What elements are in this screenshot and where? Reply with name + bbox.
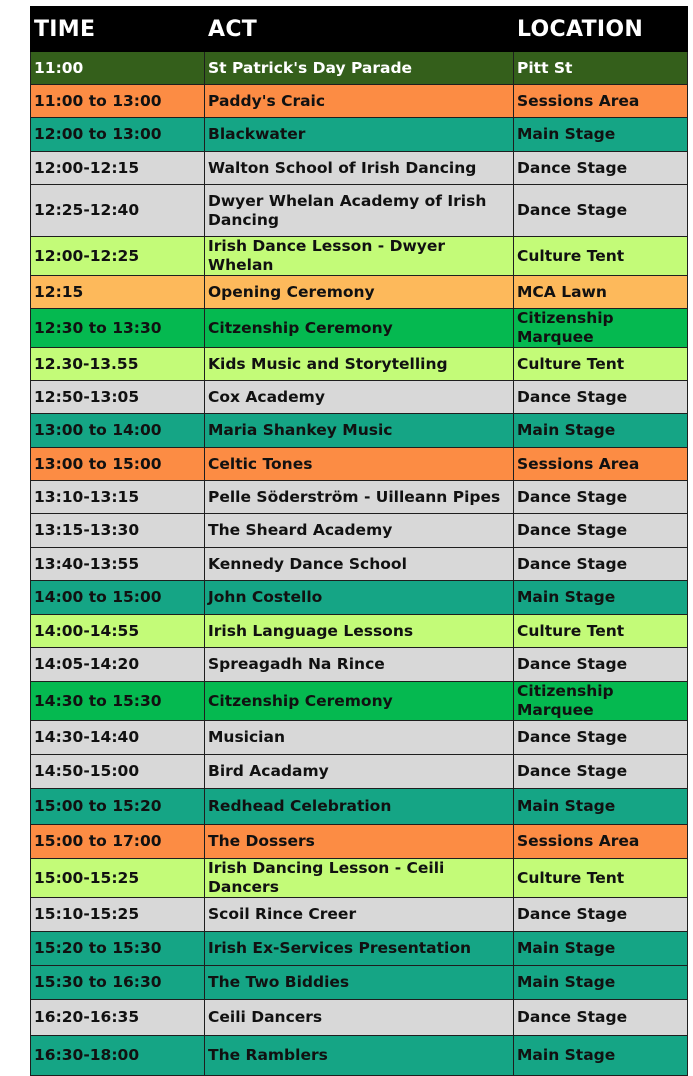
schedule-time-cell: 15:00-15:25 bbox=[31, 859, 205, 898]
schedule-row bbox=[31, 1000, 688, 1036]
schedule-location-cell: Main Stage bbox=[514, 118, 688, 152]
schedule-row bbox=[31, 381, 688, 414]
schedule-row bbox=[31, 185, 688, 237]
schedule-body bbox=[31, 52, 688, 1076]
schedule-time-cell: 14:30-14:40 bbox=[31, 721, 205, 755]
schedule-act-cell: Kennedy Dance School bbox=[205, 548, 514, 581]
schedule-act-cell: The Ramblers bbox=[205, 1036, 514, 1076]
schedule-act-cell: Musician bbox=[205, 721, 514, 755]
schedule-location-cell: Citizenship Marquee bbox=[514, 309, 688, 348]
schedule-location-cell: Sessions Area bbox=[514, 85, 688, 118]
schedule-time-cell: 12:00-12:15 bbox=[31, 152, 205, 185]
schedule-act-cell: Paddy's Craic bbox=[205, 85, 514, 118]
schedule-act-cell: Kids Music and Storytelling bbox=[205, 348, 514, 381]
schedule-location-cell: Dance Stage bbox=[514, 648, 688, 682]
schedule-time-cell: 13:10-13:15 bbox=[31, 481, 205, 514]
schedule-time-cell: 12:25-12:40 bbox=[31, 185, 205, 237]
schedule-location-cell: Dance Stage bbox=[514, 1000, 688, 1036]
schedule-time-cell: 13:40-13:55 bbox=[31, 548, 205, 581]
schedule-location-cell: Culture Tent bbox=[514, 615, 688, 648]
schedule-row bbox=[31, 514, 688, 548]
schedule-row bbox=[31, 414, 688, 448]
schedule-act-cell: Scoil Rince Creer bbox=[205, 898, 514, 932]
schedule-location-cell: Main Stage bbox=[514, 966, 688, 1000]
schedule-time-cell: 14:50-15:00 bbox=[31, 755, 205, 789]
schedule-time-cell: 15:10-15:25 bbox=[31, 898, 205, 932]
schedule-act-cell: Citzenship Ceremony bbox=[205, 309, 514, 348]
schedule-row bbox=[31, 118, 688, 152]
schedule-row bbox=[31, 348, 688, 381]
column-header-location: LOCATION bbox=[514, 7, 688, 52]
schedule-act-cell: Pelle Söderström - Uilleann Pipes bbox=[205, 481, 514, 514]
schedule-row bbox=[31, 682, 688, 721]
schedule-time-cell: 15:30 to 16:30 bbox=[31, 966, 205, 1000]
schedule-act-cell: Irish Ex-Services Presentation bbox=[205, 932, 514, 966]
schedule-row bbox=[31, 932, 688, 966]
schedule-time-cell: 14:05-14:20 bbox=[31, 648, 205, 682]
schedule-row bbox=[31, 1036, 688, 1076]
schedule-act-cell: Cox Academy bbox=[205, 381, 514, 414]
schedule-header bbox=[31, 7, 688, 52]
schedule-time-cell: 15:00 to 15:20 bbox=[31, 789, 205, 825]
schedule-row bbox=[31, 309, 688, 348]
schedule-location-cell: Main Stage bbox=[514, 581, 688, 615]
schedule-act-cell: Bird Acadamy bbox=[205, 755, 514, 789]
schedule-act-cell: Spreagadh Na Rince bbox=[205, 648, 514, 682]
schedule-location-cell: Dance Stage bbox=[514, 514, 688, 548]
schedule-location-cell: Dance Stage bbox=[514, 755, 688, 789]
schedule-time-cell: 12:00-12:25 bbox=[31, 237, 205, 276]
schedule-time-cell: 15:00 to 17:00 bbox=[31, 825, 205, 859]
schedule-act-cell: Citzenship Ceremony bbox=[205, 682, 514, 721]
schedule-act-cell: Irish Dance Lesson - Dwyer Whelan bbox=[205, 237, 514, 276]
schedule-location-cell: Sessions Area bbox=[514, 825, 688, 859]
schedule-time-cell: 12:30 to 13:30 bbox=[31, 309, 205, 348]
schedule-location-cell: Dance Stage bbox=[514, 381, 688, 414]
schedule-row bbox=[31, 789, 688, 825]
schedule-row bbox=[31, 448, 688, 481]
schedule-location-cell: Culture Tent bbox=[514, 348, 688, 381]
schedule-act-cell: Walton School of Irish Dancing bbox=[205, 152, 514, 185]
schedule-act-cell: The Dossers bbox=[205, 825, 514, 859]
schedule-location-cell: Culture Tent bbox=[514, 237, 688, 276]
schedule-row bbox=[31, 825, 688, 859]
schedule-table bbox=[30, 6, 688, 1076]
schedule-row bbox=[31, 481, 688, 514]
schedule-time-cell: 14:00 to 15:00 bbox=[31, 581, 205, 615]
schedule-location-cell: Dance Stage bbox=[514, 548, 688, 581]
schedule-act-cell: Celtic Tones bbox=[205, 448, 514, 481]
schedule-act-cell: Ceili Dancers bbox=[205, 1000, 514, 1036]
column-header-act: ACT bbox=[205, 7, 514, 52]
schedule-act-cell: St Patrick's Day Parade bbox=[205, 52, 514, 85]
schedule-location-cell: Main Stage bbox=[514, 932, 688, 966]
schedule-time-cell: 16:30-18:00 bbox=[31, 1036, 205, 1076]
schedule-time-cell: 12:50-13:05 bbox=[31, 381, 205, 414]
schedule-act-cell: Blackwater bbox=[205, 118, 514, 152]
schedule-row bbox=[31, 755, 688, 789]
schedule-location-cell: Dance Stage bbox=[514, 152, 688, 185]
schedule-act-cell: The Sheard Academy bbox=[205, 514, 514, 548]
schedule-location-cell: Culture Tent bbox=[514, 859, 688, 898]
schedule-row bbox=[31, 966, 688, 1000]
schedule-time-cell: 12:00 to 13:00 bbox=[31, 118, 205, 152]
schedule-time-cell: 13:00 to 14:00 bbox=[31, 414, 205, 448]
schedule-time-cell: 14:00-14:55 bbox=[31, 615, 205, 648]
schedule-act-cell: Dwyer Whelan Academy of Irish Dancing bbox=[205, 185, 514, 237]
schedule-time-cell: 12:15 bbox=[31, 276, 205, 309]
schedule-location-cell: Dance Stage bbox=[514, 185, 688, 237]
schedule-act-cell: Irish Language Lessons bbox=[205, 615, 514, 648]
schedule-location-cell: Main Stage bbox=[514, 789, 688, 825]
schedule-row bbox=[31, 237, 688, 276]
schedule-row bbox=[31, 721, 688, 755]
schedule-location-cell: Dance Stage bbox=[514, 481, 688, 514]
schedule-row bbox=[31, 648, 688, 682]
schedule-row bbox=[31, 581, 688, 615]
schedule-row bbox=[31, 859, 688, 898]
schedule-row bbox=[31, 276, 688, 309]
schedule-time-cell: 13:00 to 15:00 bbox=[31, 448, 205, 481]
schedule-location-cell: Main Stage bbox=[514, 1036, 688, 1076]
schedule-location-cell: Pitt St bbox=[514, 52, 688, 85]
schedule-row bbox=[31, 85, 688, 118]
header-row bbox=[31, 7, 688, 52]
schedule-time-cell: 13:15-13:30 bbox=[31, 514, 205, 548]
schedule-time-cell: 12.30-13.55 bbox=[31, 348, 205, 381]
schedule-act-cell: Maria Shankey Music bbox=[205, 414, 514, 448]
schedule-location-cell: Dance Stage bbox=[514, 898, 688, 932]
schedule-time-cell: 11:00 to 13:00 bbox=[31, 85, 205, 118]
schedule-time-cell: 14:30 to 15:30 bbox=[31, 682, 205, 721]
schedule-act-cell: Redhead Celebration bbox=[205, 789, 514, 825]
schedule-location-cell: Main Stage bbox=[514, 414, 688, 448]
schedule-act-cell: The Two Biddies bbox=[205, 966, 514, 1000]
schedule-row bbox=[31, 152, 688, 185]
schedule-row bbox=[31, 898, 688, 932]
schedule-time-cell: 16:20-16:35 bbox=[31, 1000, 205, 1036]
schedule-location-cell: Dance Stage bbox=[514, 721, 688, 755]
schedule-location-cell: Citizenship Marquee bbox=[514, 682, 688, 721]
schedule-time-cell: 15:20 to 15:30 bbox=[31, 932, 205, 966]
schedule-act-cell: John Costello bbox=[205, 581, 514, 615]
schedule-row bbox=[31, 548, 688, 581]
schedule-location-cell: MCA Lawn bbox=[514, 276, 688, 309]
schedule-row bbox=[31, 615, 688, 648]
schedule-location-cell: Sessions Area bbox=[514, 448, 688, 481]
schedule-act-cell: Opening Ceremony bbox=[205, 276, 514, 309]
column-header-time: TIME bbox=[31, 7, 205, 52]
schedule-time-cell: 11:00 bbox=[31, 52, 205, 85]
schedule-act-cell: Irish Dancing Lesson - Ceili Dancers bbox=[205, 859, 514, 898]
schedule-row bbox=[31, 52, 688, 85]
